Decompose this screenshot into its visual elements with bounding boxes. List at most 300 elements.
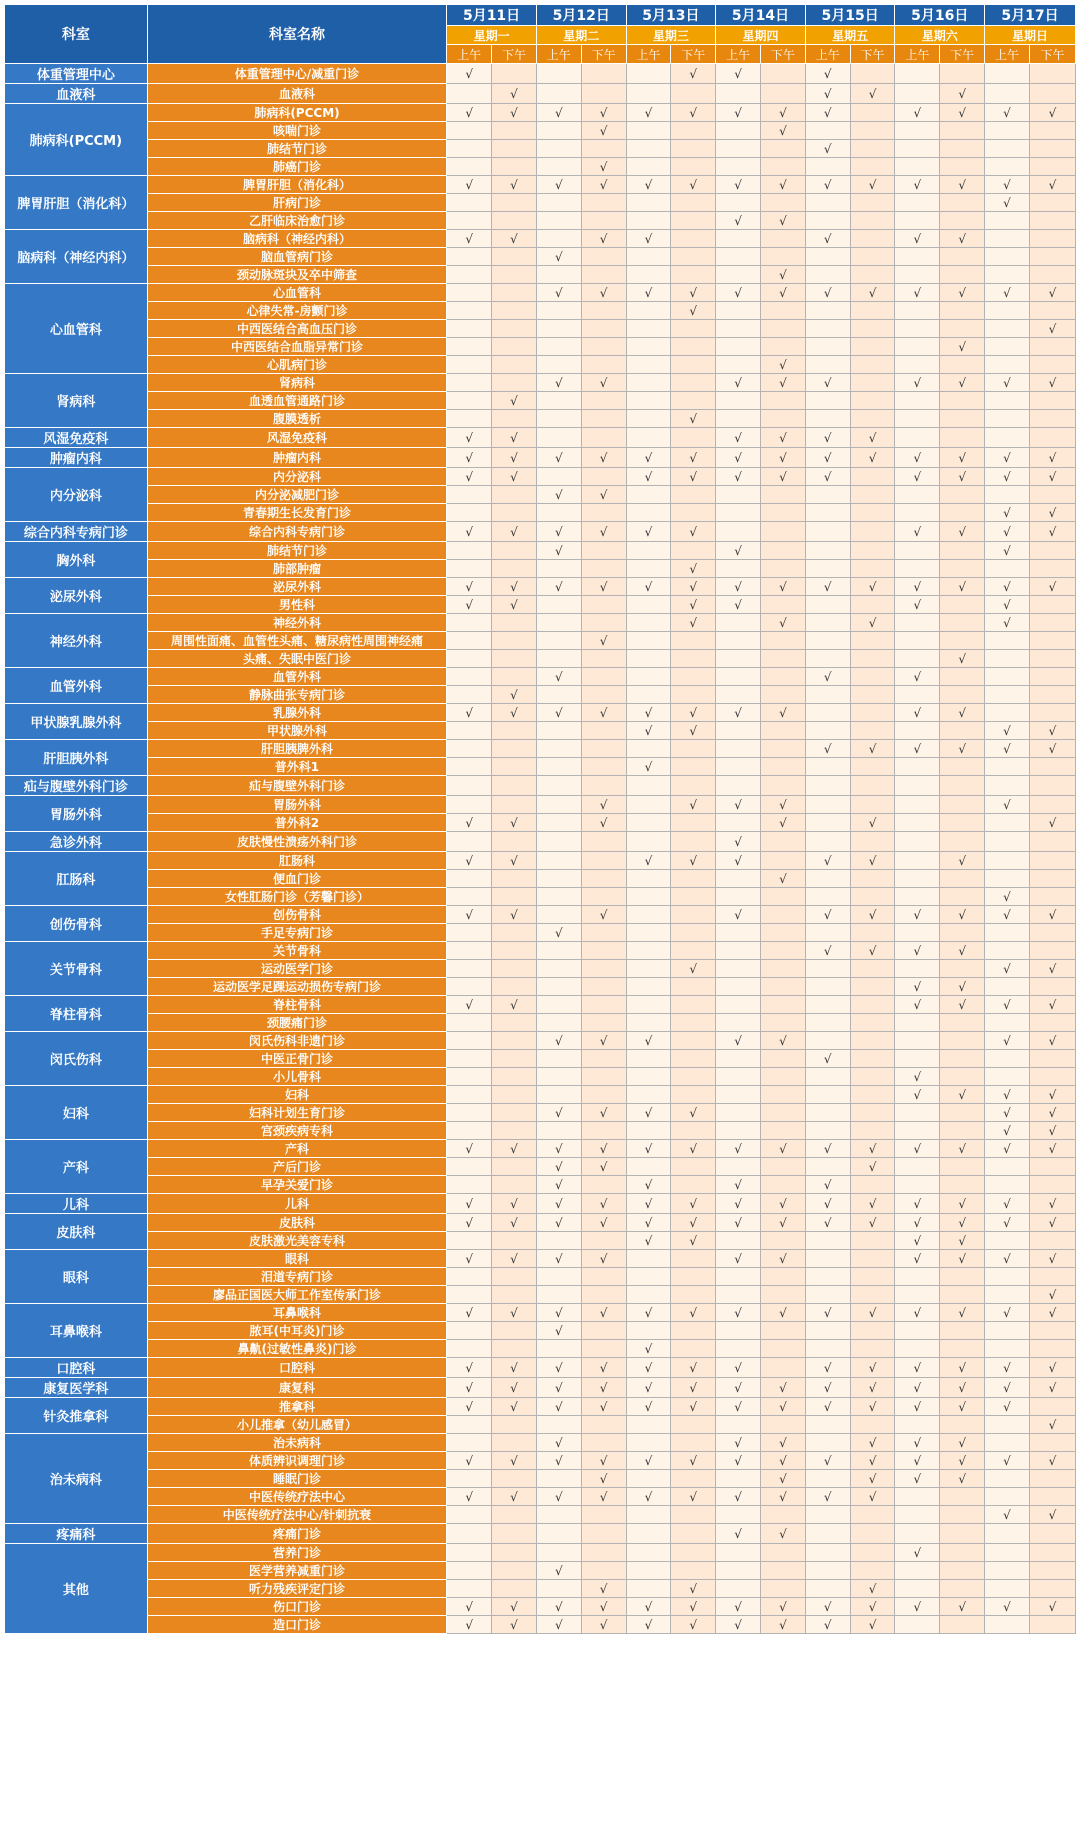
- schedule-cell: [850, 266, 895, 284]
- schedule-cell: [447, 978, 492, 996]
- check-mark-cell: √: [492, 448, 537, 468]
- check-mark-cell: √: [626, 1304, 671, 1322]
- check-mark-cell: √: [1029, 740, 1075, 758]
- table-row: [5, 560, 1076, 578]
- check-mark-cell: √: [492, 1452, 537, 1470]
- check-mark-cell: √: [626, 1358, 671, 1378]
- check-mark-cell: √: [492, 428, 537, 448]
- schedule-cell: [581, 302, 626, 320]
- schedule-cell: [1029, 704, 1075, 722]
- schedule-cell: [985, 428, 1030, 448]
- schedule-cell: [850, 1562, 895, 1580]
- check-mark-cell: √: [895, 176, 940, 194]
- schedule-cell: [1029, 266, 1075, 284]
- schedule-cell: [492, 356, 537, 374]
- schedule-cell: [805, 1232, 850, 1250]
- schedule-cell: [895, 64, 940, 84]
- check-mark-cell: √: [760, 468, 805, 486]
- schedule-cell: [940, 248, 985, 266]
- schedule-cell: [626, 158, 671, 176]
- clinic-name: 运动医学足踝运动损伤专病门诊: [147, 978, 447, 996]
- schedule-cell: [940, 1122, 985, 1140]
- schedule-cell: [626, 596, 671, 614]
- schedule-cell: [581, 686, 626, 704]
- check-mark-cell: √: [671, 468, 716, 486]
- check-mark-cell: √: [985, 1214, 1030, 1232]
- table-row: [5, 266, 1076, 284]
- schedule-cell: [940, 796, 985, 814]
- check-mark-cell: √: [447, 996, 492, 1014]
- schedule-cell: [492, 650, 537, 668]
- check-mark-cell: √: [447, 1398, 492, 1416]
- clinic-name: 便血门诊: [147, 870, 447, 888]
- schedule-cell: [940, 1506, 985, 1524]
- schedule-cell: [760, 1416, 805, 1434]
- schedule-cell: [671, 1268, 716, 1286]
- schedule-cell: [447, 1416, 492, 1434]
- schedule-cell: [447, 320, 492, 338]
- check-mark-cell: √: [940, 1304, 985, 1322]
- check-mark-cell: √: [1029, 814, 1075, 832]
- check-mark-cell: √: [716, 596, 761, 614]
- schedule-cell: [940, 1340, 985, 1358]
- schedule-cell: [1029, 1176, 1075, 1194]
- department-name: 治未病科: [5, 1434, 148, 1524]
- check-mark-cell: √: [850, 1488, 895, 1506]
- check-mark-cell: √: [626, 722, 671, 740]
- schedule-cell: [940, 560, 985, 578]
- check-mark-cell: √: [940, 1232, 985, 1250]
- check-mark-cell: √: [895, 1068, 940, 1086]
- schedule-cell: [626, 64, 671, 84]
- schedule-cell: [940, 776, 985, 796]
- schedule-cell: [940, 758, 985, 776]
- check-mark-cell: √: [492, 1398, 537, 1416]
- schedule-cell: [895, 1524, 940, 1544]
- schedule-cell: [985, 686, 1030, 704]
- schedule-cell: [850, 410, 895, 428]
- check-mark-cell: √: [492, 1378, 537, 1398]
- schedule-cell: [447, 1322, 492, 1340]
- check-mark-cell: √: [716, 104, 761, 122]
- schedule-cell: [447, 1340, 492, 1358]
- table-row: [5, 1140, 1076, 1158]
- schedule-cell: [536, 320, 581, 338]
- schedule-cell: [536, 1122, 581, 1140]
- clinic-name: 血透血管通路门诊: [147, 392, 447, 410]
- check-mark-cell: √: [1029, 1378, 1075, 1398]
- schedule-cell: [536, 814, 581, 832]
- check-mark-cell: √: [536, 1194, 581, 1214]
- schedule-cell: [447, 410, 492, 428]
- schedule-cell: [1029, 194, 1075, 212]
- schedule-cell: [581, 1322, 626, 1340]
- schedule-cell: [492, 560, 537, 578]
- schedule-cell: [1029, 64, 1075, 84]
- check-mark-cell: √: [447, 1358, 492, 1378]
- department-name: 甲状腺乳腺外科: [5, 704, 148, 740]
- check-mark-cell: √: [716, 374, 761, 392]
- check-mark-cell: √: [447, 1378, 492, 1398]
- schedule-cell: [671, 212, 716, 230]
- schedule-cell: [447, 1122, 492, 1140]
- schedule-cell: [850, 870, 895, 888]
- schedule-cell: [536, 1416, 581, 1434]
- schedule-cell: [492, 1176, 537, 1194]
- check-mark-cell: √: [581, 1378, 626, 1398]
- schedule-cell: [626, 248, 671, 266]
- department-name: 综合内科专病门诊: [5, 522, 148, 542]
- clinic-name: 产科: [147, 1140, 447, 1158]
- schedule-cell: [760, 668, 805, 686]
- schedule-cell: [626, 924, 671, 942]
- schedule-cell: [985, 758, 1030, 776]
- schedule-cell: [536, 1268, 581, 1286]
- check-mark-cell: √: [805, 1194, 850, 1214]
- check-mark-cell: √: [716, 176, 761, 194]
- check-mark-cell: √: [895, 596, 940, 614]
- schedule-cell: [985, 942, 1030, 960]
- schedule-cell: [805, 248, 850, 266]
- check-mark-cell: √: [671, 1598, 716, 1616]
- schedule-cell: [536, 852, 581, 870]
- department-name: 胃肠外科: [5, 796, 148, 832]
- schedule-cell: [536, 356, 581, 374]
- check-mark-cell: √: [805, 1140, 850, 1158]
- check-mark-cell: √: [1029, 906, 1075, 924]
- schedule-cell: [536, 1068, 581, 1086]
- table-row: [5, 1032, 1076, 1050]
- schedule-cell: [626, 194, 671, 212]
- table-row: [5, 1194, 1076, 1214]
- check-mark-cell: √: [940, 1378, 985, 1398]
- schedule-cell: [626, 1122, 671, 1140]
- schedule-cell: [985, 1616, 1030, 1634]
- schedule-cell: [895, 632, 940, 650]
- schedule-cell: [940, 1014, 985, 1032]
- schedule-cell: [492, 888, 537, 906]
- table-row: [5, 1122, 1076, 1140]
- schedule-cell: [492, 832, 537, 852]
- check-mark-cell: √: [940, 852, 985, 870]
- check-mark-cell: √: [850, 1304, 895, 1322]
- schedule-cell: [850, 758, 895, 776]
- schedule-cell: [536, 1014, 581, 1032]
- check-mark-cell: √: [760, 284, 805, 302]
- schedule-cell: [447, 122, 492, 140]
- schedule-cell: [671, 356, 716, 374]
- table-row: [5, 284, 1076, 302]
- check-mark-cell: √: [1029, 448, 1075, 468]
- schedule-cell: [447, 722, 492, 740]
- check-mark-cell: √: [626, 1032, 671, 1050]
- schedule-cell: [447, 284, 492, 302]
- schedule-cell: [492, 924, 537, 942]
- schedule-cell: [985, 266, 1030, 284]
- check-mark-cell: √: [985, 1598, 1030, 1616]
- check-mark-cell: √: [760, 814, 805, 832]
- schedule-cell: [895, 338, 940, 356]
- check-mark-cell: √: [760, 1524, 805, 1544]
- department-name: 急诊外科: [5, 832, 148, 852]
- schedule-cell: [536, 906, 581, 924]
- check-mark-cell: √: [850, 1598, 895, 1616]
- schedule-cell: [447, 1506, 492, 1524]
- schedule-cell: [536, 978, 581, 996]
- check-mark-cell: √: [940, 1470, 985, 1488]
- check-mark-cell: √: [447, 814, 492, 832]
- check-mark-cell: √: [805, 428, 850, 448]
- header-weekday: 星期日: [985, 26, 1076, 45]
- schedule-cell: [492, 758, 537, 776]
- check-mark-cell: √: [895, 468, 940, 486]
- check-mark-cell: √: [492, 1358, 537, 1378]
- schedule-cell: [581, 776, 626, 796]
- schedule-cell: [716, 1416, 761, 1434]
- check-mark-cell: √: [1029, 1086, 1075, 1104]
- check-mark-cell: √: [536, 1488, 581, 1506]
- schedule-body: [5, 5, 1076, 1634]
- clinic-name: 鼻鼽(过敏性鼻炎)门诊: [147, 1340, 447, 1358]
- schedule-cell: [671, 1416, 716, 1434]
- schedule-cell: [850, 650, 895, 668]
- department-name: 关节骨科: [5, 942, 148, 996]
- check-mark-cell: √: [895, 1086, 940, 1104]
- schedule-cell: [895, 320, 940, 338]
- schedule-cell: [940, 542, 985, 560]
- department-name: 脊柱骨科: [5, 996, 148, 1032]
- check-mark-cell: √: [581, 1580, 626, 1598]
- schedule-cell: [940, 1176, 985, 1194]
- schedule-cell: [447, 758, 492, 776]
- check-mark-cell: √: [985, 448, 1030, 468]
- schedule-cell: [1029, 212, 1075, 230]
- clinic-name: 肺癌门诊: [147, 158, 447, 176]
- schedule-cell: [671, 650, 716, 668]
- schedule-cell: [805, 1580, 850, 1598]
- check-mark-cell: √: [895, 1598, 940, 1616]
- schedule-cell: [805, 1416, 850, 1434]
- table-row: [5, 1434, 1076, 1452]
- schedule-cell: [805, 302, 850, 320]
- schedule-cell: [850, 374, 895, 392]
- schedule-cell: [447, 888, 492, 906]
- schedule-cell: [716, 1340, 761, 1358]
- schedule-cell: [626, 978, 671, 996]
- schedule-cell: [1029, 832, 1075, 852]
- schedule-cell: [760, 542, 805, 560]
- check-mark-cell: √: [805, 1378, 850, 1398]
- check-mark-cell: √: [626, 230, 671, 248]
- schedule-cell: [940, 1562, 985, 1580]
- schedule-cell: [716, 1158, 761, 1176]
- table-row: [5, 522, 1076, 542]
- schedule-cell: [805, 832, 850, 852]
- schedule-cell: [671, 1562, 716, 1580]
- department-name: 肾病科: [5, 374, 148, 428]
- check-mark-cell: √: [805, 284, 850, 302]
- check-mark-cell: √: [581, 230, 626, 248]
- header-date: 5月12日: [536, 5, 626, 26]
- schedule-cell: [850, 468, 895, 486]
- schedule-cell: [492, 338, 537, 356]
- schedule-cell: [985, 1232, 1030, 1250]
- clinic-name: 脑血管病门诊: [147, 248, 447, 266]
- clinic-name: 儿科: [147, 1194, 447, 1214]
- header-pm: 下午: [940, 45, 985, 64]
- schedule-cell: [716, 122, 761, 140]
- check-mark-cell: √: [536, 1398, 581, 1416]
- schedule-cell: [716, 1506, 761, 1524]
- check-mark-cell: √: [671, 176, 716, 194]
- schedule-cell: [1029, 1322, 1075, 1340]
- check-mark-cell: √: [581, 1398, 626, 1416]
- schedule-cell: [626, 996, 671, 1014]
- schedule-cell: [447, 1068, 492, 1086]
- schedule-cell: [581, 320, 626, 338]
- schedule-cell: [850, 1506, 895, 1524]
- clinic-name: 肛肠科: [147, 852, 447, 870]
- schedule-cell: [895, 410, 940, 428]
- check-mark-cell: √: [716, 1524, 761, 1544]
- schedule-cell: [716, 888, 761, 906]
- schedule-cell: [895, 1286, 940, 1304]
- department-name: 心血管科: [5, 284, 148, 374]
- schedule-cell: [1029, 140, 1075, 158]
- check-mark-cell: √: [985, 740, 1030, 758]
- schedule-cell: [492, 504, 537, 522]
- schedule-cell: [716, 140, 761, 158]
- schedule-cell: [805, 686, 850, 704]
- schedule-cell: [940, 960, 985, 978]
- check-mark-cell: √: [716, 428, 761, 448]
- check-mark-cell: √: [895, 1250, 940, 1268]
- header-weekday: 星期三: [626, 26, 716, 45]
- schedule-cell: [805, 614, 850, 632]
- schedule-cell: [1029, 758, 1075, 776]
- check-mark-cell: √: [536, 176, 581, 194]
- check-mark-cell: √: [1029, 374, 1075, 392]
- check-mark-cell: √: [985, 504, 1030, 522]
- check-mark-cell: √: [895, 668, 940, 686]
- clinic-name: 闵氏伤科非遗门诊: [147, 1032, 447, 1050]
- schedule-cell: [626, 302, 671, 320]
- schedule-cell: [447, 504, 492, 522]
- schedule-cell: [895, 504, 940, 522]
- schedule-cell: [536, 194, 581, 212]
- schedule-cell: [716, 722, 761, 740]
- schedule-cell: [985, 924, 1030, 942]
- schedule-cell: [626, 428, 671, 448]
- check-mark-cell: √: [850, 448, 895, 468]
- schedule-cell: [850, 596, 895, 614]
- check-mark-cell: √: [626, 1598, 671, 1616]
- schedule-cell: [760, 942, 805, 960]
- check-mark-cell: √: [581, 1158, 626, 1176]
- check-mark-cell: √: [581, 374, 626, 392]
- schedule-cell: [626, 1286, 671, 1304]
- table-row: [5, 1544, 1076, 1562]
- check-mark-cell: √: [581, 1194, 626, 1214]
- check-mark-cell: √: [716, 1194, 761, 1214]
- schedule-cell: [895, 302, 940, 320]
- schedule-cell: [985, 1580, 1030, 1598]
- check-mark-cell: √: [447, 176, 492, 194]
- schedule-cell: [850, 960, 895, 978]
- check-mark-cell: √: [940, 650, 985, 668]
- table-row: [5, 392, 1076, 410]
- schedule-cell: [447, 832, 492, 852]
- check-mark-cell: √: [536, 1140, 581, 1158]
- check-mark-cell: √: [895, 578, 940, 596]
- schedule-cell: [940, 122, 985, 140]
- check-mark-cell: √: [850, 428, 895, 448]
- check-mark-cell: √: [805, 64, 850, 84]
- schedule-cell: [581, 960, 626, 978]
- schedule-cell: [447, 614, 492, 632]
- check-mark-cell: √: [492, 1304, 537, 1322]
- schedule-cell: [671, 632, 716, 650]
- header-am: 上午: [536, 45, 581, 64]
- schedule-cell: [671, 140, 716, 158]
- clinic-name: 综合内科专病门诊: [147, 522, 447, 542]
- check-mark-cell: √: [492, 230, 537, 248]
- check-mark-cell: √: [1029, 284, 1075, 302]
- check-mark-cell: √: [805, 140, 850, 158]
- schedule-cell: [850, 1014, 895, 1032]
- check-mark-cell: √: [760, 1140, 805, 1158]
- schedule-cell: [895, 1032, 940, 1050]
- check-mark-cell: √: [671, 960, 716, 978]
- schedule-cell: [671, 740, 716, 758]
- check-mark-cell: √: [895, 906, 940, 924]
- schedule-cell: [805, 704, 850, 722]
- clinic-name: 心律失常-房颤门诊: [147, 302, 447, 320]
- check-mark-cell: √: [985, 1378, 1030, 1398]
- check-mark-cell: √: [760, 356, 805, 374]
- schedule-cell: [492, 1232, 537, 1250]
- schedule-cell: [447, 632, 492, 650]
- check-mark-cell: √: [895, 1470, 940, 1488]
- schedule-cell: [536, 614, 581, 632]
- check-mark-cell: √: [716, 1488, 761, 1506]
- schedule-cell: [671, 1068, 716, 1086]
- schedule-cell: [492, 870, 537, 888]
- clinic-name: 泪道专病门诊: [147, 1268, 447, 1286]
- schedule-cell: [581, 468, 626, 486]
- schedule-cell: [447, 776, 492, 796]
- schedule-cell: [626, 668, 671, 686]
- schedule-cell: [536, 1086, 581, 1104]
- check-mark-cell: √: [716, 1616, 761, 1634]
- schedule-cell: [850, 686, 895, 704]
- check-mark-cell: √: [760, 870, 805, 888]
- schedule-cell: [850, 722, 895, 740]
- check-mark-cell: √: [850, 284, 895, 302]
- check-mark-cell: √: [760, 1616, 805, 1634]
- check-mark-cell: √: [536, 1104, 581, 1122]
- schedule-cell: [760, 722, 805, 740]
- department-name: 肺病科(PCCM): [5, 104, 148, 176]
- clinic-name: 颈腰痛门诊: [147, 1014, 447, 1032]
- check-mark-cell: √: [850, 176, 895, 194]
- department-name: 肛肠科: [5, 852, 148, 906]
- schedule-cell: [447, 1086, 492, 1104]
- schedule-cell: [581, 84, 626, 104]
- check-mark-cell: √: [581, 704, 626, 722]
- table-row: [5, 140, 1076, 158]
- check-mark-cell: √: [492, 1214, 537, 1232]
